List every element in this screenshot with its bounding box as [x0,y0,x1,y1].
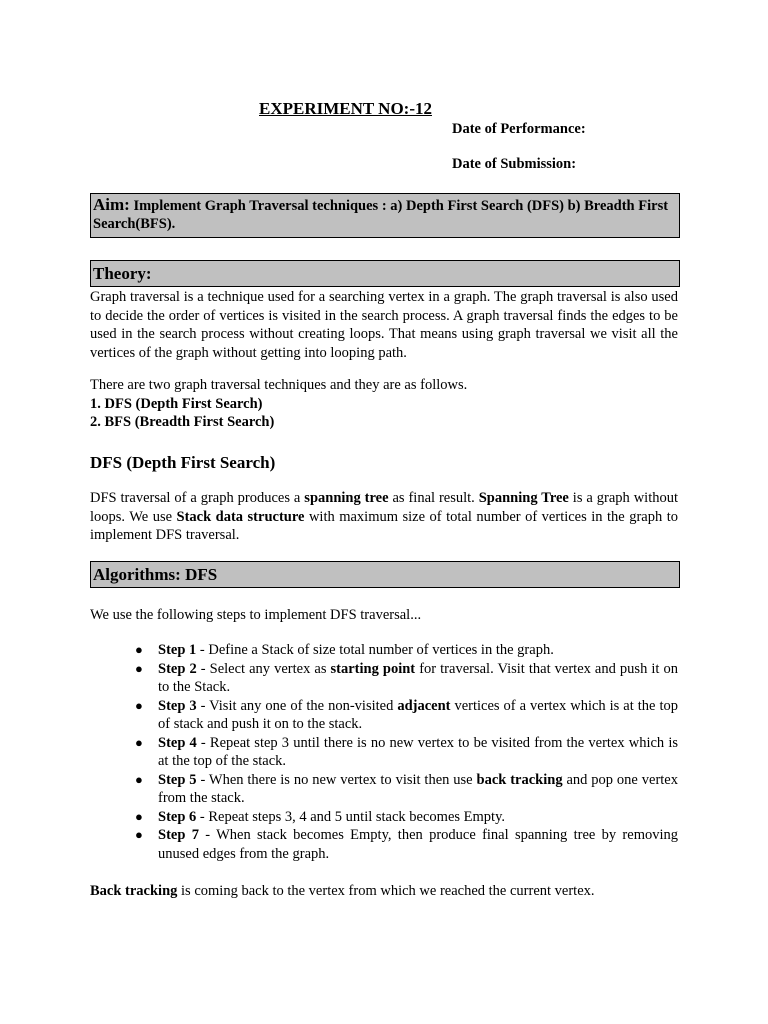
backtracking-definition [90,882,595,901]
bullet-icon: ● [135,660,143,676]
bullet-icon: ● [135,808,143,824]
step-text: for traversal. Visit that vertex and push it on to the Stack. [158,660,678,695]
list-item [135,826,678,863]
bullet-icon: ● [135,827,143,842]
date-of-submission: Date of Submission: [452,156,577,172]
technique-bfs: 2. BFS (Breadth First Search) [90,414,275,430]
list-item [135,660,678,697]
step-label: Step 4 [158,734,197,751]
bullet-icon: ● [135,642,143,657]
algorithms-box [90,561,680,588]
dfs-text: DFS traversal of a graph produces a [90,490,305,506]
list-item [135,734,678,771]
dfs-text: is a graph without loops. We use [90,490,678,525]
step-text: - Repeat steps 3, 4 and 5 until stack becomes Empty. [196,808,506,825]
step-label: Step 1 [158,642,197,658]
aim-label: Aim: [93,195,130,214]
dfs-paragraph [90,489,678,545]
step-text: - Select any vertex as [196,660,331,677]
step-text: - Visit any one of the non-visited [196,697,398,714]
algorithms-intro: We use the following steps to implement DFS traversal... [90,607,422,623]
step-term: adjacent [397,697,451,714]
steps-list [90,641,678,863]
step-label: Step 2 [158,660,197,677]
aim-box [90,193,680,238]
step-text: and pop one vertex from the stack. [158,771,678,806]
step-term: starting point [330,660,416,677]
step-label: Step 6 [158,808,197,825]
dfs-term-stack: Stack data structure [176,508,305,525]
algorithms-label: Algorithms: DFS [93,565,218,584]
dfs-text: with maximum size of total number of vertices in the graph to implement DFS traversal. [90,508,678,543]
technique-dfs: 1. DFS (Depth First Search) [90,396,263,412]
bullet-icon: ● [135,734,143,750]
list-item [135,641,678,660]
step-text: - When there is no new vertex to visit then use [196,771,477,788]
step-text: vertices of a vertex which is at the top of stack and push it on to the stack. [158,697,678,732]
step-text: - Repeat step 3 until there is no new vertex to be visited from the vertex which is at the top of the stack. [158,734,678,769]
backtracking-text: is coming back to the vertex from which we reached the current vertex. [177,883,595,899]
dfs-heading: DFS (Depth First Search) [90,453,276,472]
step-label: Step 7 [158,827,199,843]
aim-text: Implement Graph Traversal techniques : a) Depth First Search (DFS) b) Breadth First Search(BFS). [93,198,669,232]
step-text: - Define a Stack of size total number of vertices in the graph. [196,642,554,658]
experiment-title: EXPERIMENT NO:-12 [259,99,432,118]
theory-intro: There are two graph traversal techniques and they are as follows. [90,377,468,393]
step-text: - When stack becomes Empty, then produce final spanning tree by removing unused edges from the graph. [158,827,678,862]
date-of-performance: Date of Performance: [452,121,586,137]
theory-box [90,260,680,287]
bullet-icon: ● [135,697,143,713]
bullet-icon: ● [135,771,143,787]
list-item [135,771,678,808]
dfs-term-spanning-tree: spanning tree [304,490,389,506]
list-item [135,808,678,827]
step-label: Step 5 [158,771,197,788]
dfs-text: as final result. [388,490,479,506]
backtracking-term: Back tracking [90,883,178,899]
step-label: Step 3 [158,697,197,714]
dfs-term-spanning-tree-def: Spanning Tree [478,490,569,506]
step-term: back tracking [476,771,563,788]
theory-label: Theory: [93,264,152,283]
theory-paragraph: Graph traversal is a technique used for a searching vertex in a graph. The graph traversal is also used to decide the order of vertices is visited in the search process. A graph traversal finds the edges to be used in the search process without creating loops. That means using graph traversal we visit all the vertices of the graph without getting into looping path. [90,289,678,361]
list-item [135,697,678,734]
